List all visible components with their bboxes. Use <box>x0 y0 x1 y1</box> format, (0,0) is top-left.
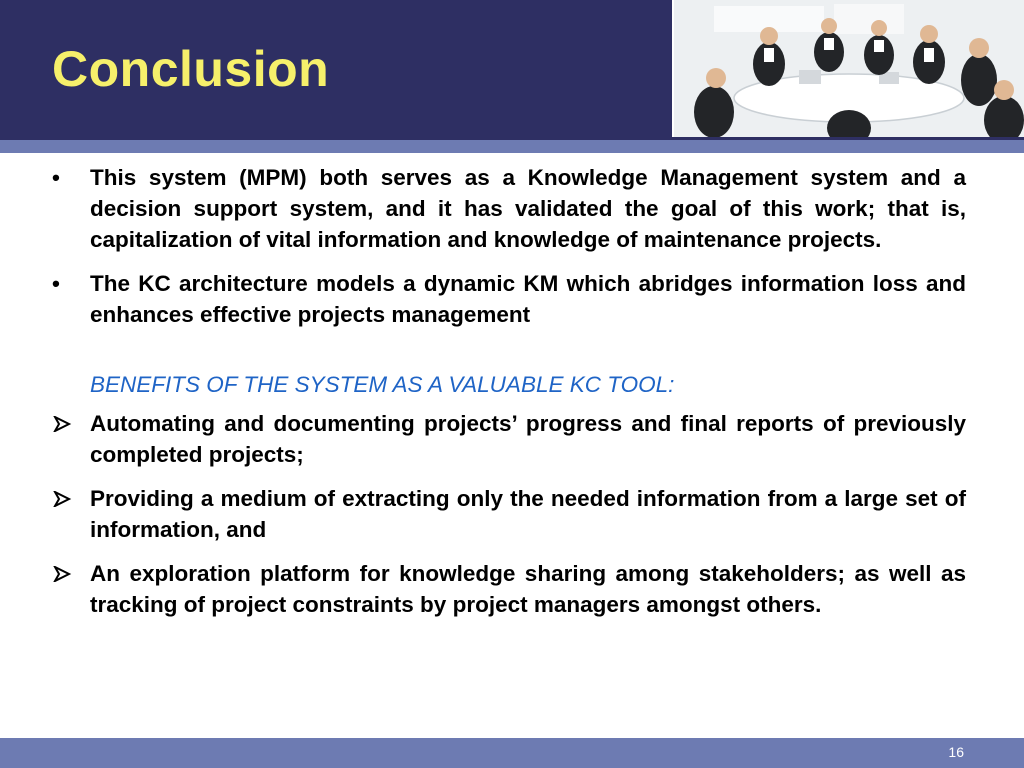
benefit-text: An exploration platform for knowledge sharing among stakeholders; as well as tracking of project constraints by project managers amongst others. <box>90 561 966 617</box>
benefit-item <box>48 483 966 545</box>
bullet-item <box>48 268 966 330</box>
meeting-illustration <box>674 0 1024 137</box>
slide-header <box>0 0 1024 140</box>
benefits-heading: BENEFITS OF THE SYSTEM AS A VALUABLE KC TOOL: <box>90 372 675 397</box>
slide-footer <box>0 738 1024 768</box>
arrow-bullet-icon <box>52 566 72 582</box>
header-divider-band <box>0 140 1024 153</box>
bullet-dot-icon: • <box>52 271 60 296</box>
bullet-text: The KC architecture models a dynamic KM which abridges information loss and enhances effective projects management <box>90 271 966 327</box>
arrow-bullet-icon <box>52 491 72 507</box>
bullet-dot-icon: • <box>52 165 60 190</box>
slide-body <box>48 162 966 633</box>
business-meeting-photo <box>672 0 1024 137</box>
arrow-bullet-icon <box>52 416 72 432</box>
bullet-text: This system (MPM) both serves as a Knowledge Management system and a decision support system, and it has validated the goal of this work; that is, capitalization of vital information and knowledge of maintenance projects. <box>90 165 966 252</box>
benefit-text: Providing a medium of extracting only the needed information from a large set of information, and <box>90 486 966 542</box>
page-number: 16 <box>948 744 964 760</box>
benefit-item <box>48 558 966 620</box>
bullet-item <box>48 162 966 255</box>
benefit-text: Automating and documenting projects’ progress and final reports of previously completed projects; <box>90 411 966 467</box>
benefit-item <box>48 408 966 470</box>
slide-title: Conclusion <box>52 41 330 97</box>
